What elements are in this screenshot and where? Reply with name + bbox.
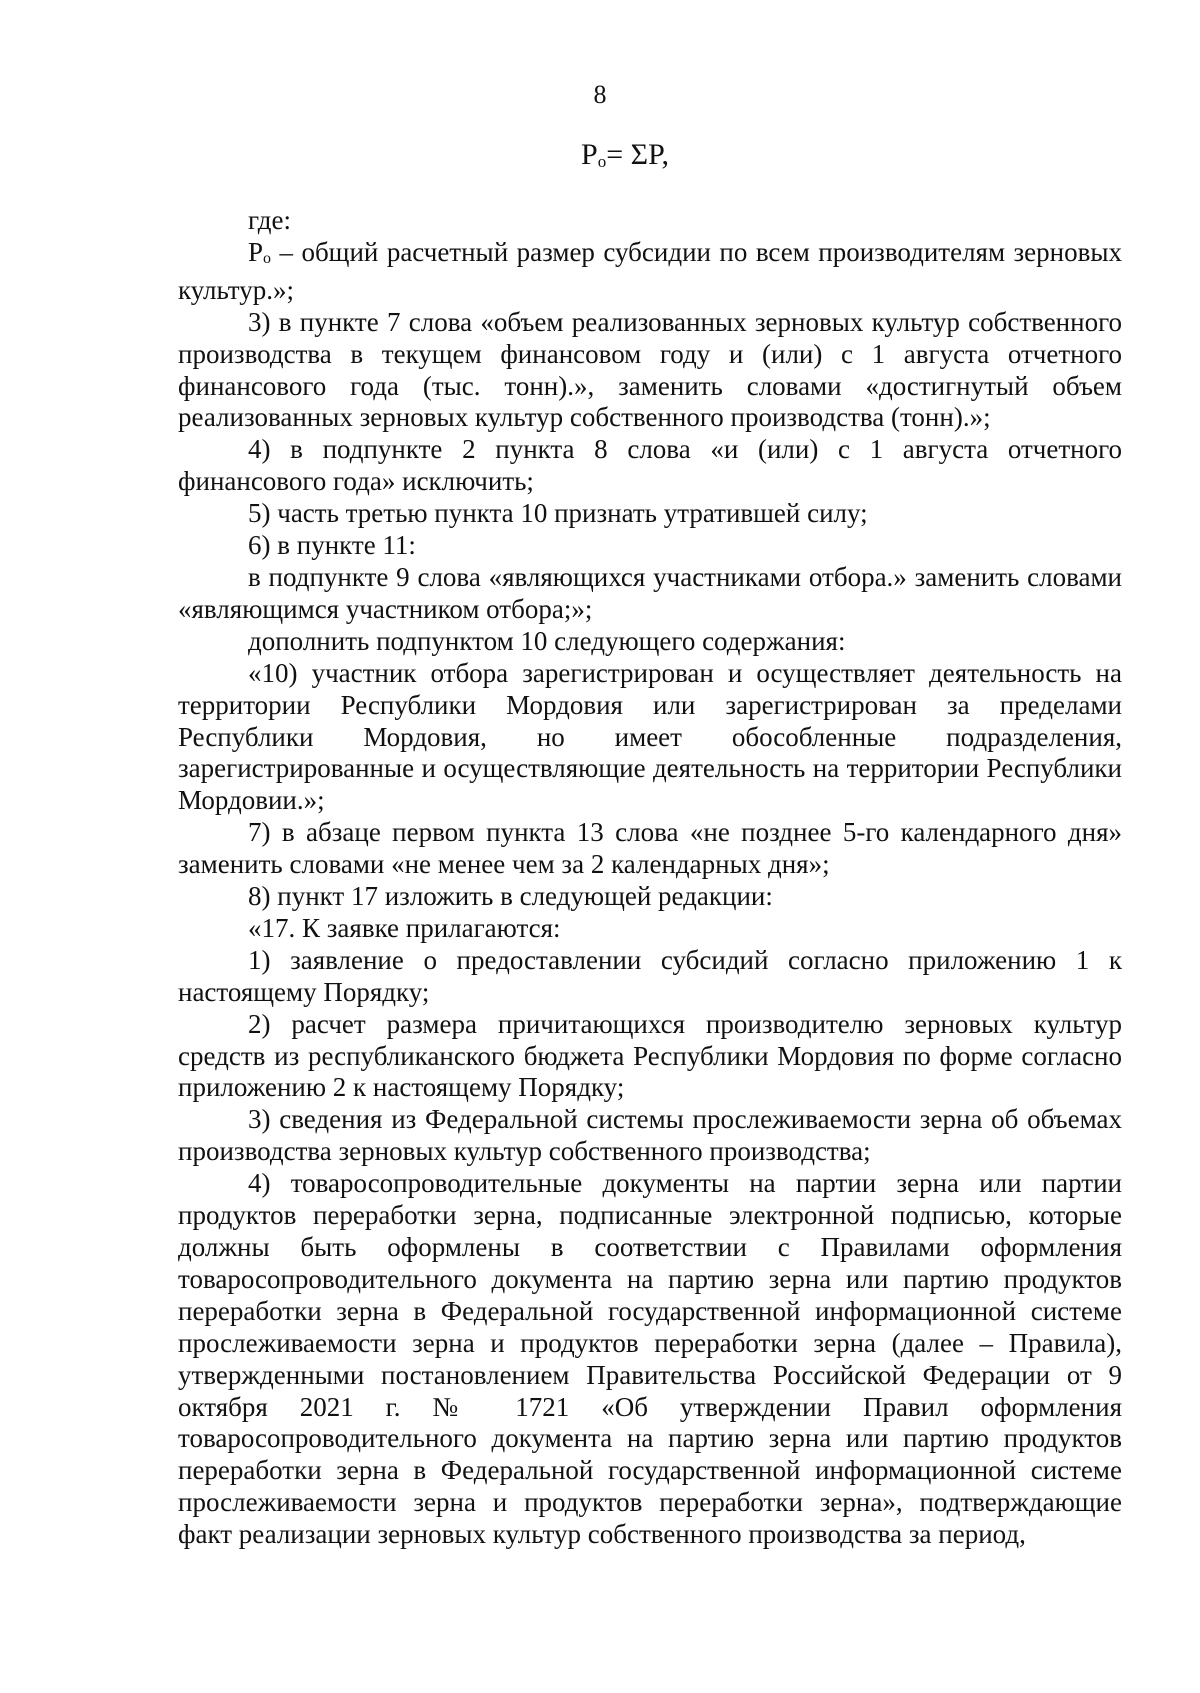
formula (0, 138, 1200, 172)
paragraph: 4) товаросопроводительные документы на партии зерна или партии продуктов переработки зерна, подписанные электронной подписью, которые должны быть оформлены в соответствии с Правилами оформления товаросопроводительного документа на партию зерна или партию продуктов переработки зерна в Федеральной государственной информационной системе прослеживаемости зерна и продуктов переработки зерна (далее – Правила), утвержденными постановлением Правительства Российской Федерации от 9 октября 2021 г. № 1721 «Об утверждении Правил оформления товаросопроводительного документа на партию зерна или партию продуктов переработки зерна в Федеральной государственной информационной системе прослеживаемости зерна и продуктов переработки зерна», подтверждающие факт реализации зерновых культур собственного производства за период, (178, 1168, 1122, 1550)
definition-symbol: P (248, 236, 264, 267)
formula-lhs: P (581, 138, 598, 171)
page-number: 8 (593, 80, 607, 109)
paragraph: 2) расчет размера причитающихся производителю зерновых культур средств из республиканского бюджета Республики Мордовия по форме согласно приложению 2 к настоящему Порядку; (178, 1008, 1122, 1103)
paragraph: «10) участник отбора зарегистрирован и осуществляет деятельность на территории Республики Мордовия или зарегистрирован за пределами Республики Мордовия, но имеет обособленные подразделения, зарегистрированные и осуществляющие деятельность на территории Республики Мордовии.»; (178, 657, 1122, 816)
paragraph: 7) в абзаце первом пункта 13 слова «не позднее 5-го календарного дня» заменить словами «не менее чем за 2 календарных дня»; (178, 817, 1122, 880)
paragraph: 3) сведения из Федеральной системы прослеживаемости зерна об объемах производства зерновых культур собственного производства; (178, 1104, 1122, 1167)
paragraph: 8) пункт 17 изложить в следующей редакции: (248, 881, 773, 912)
paragraph: 3) в пункте 7 слова «объем реализованных зерновых культур собственного производства в текущем финансовом году и (или) с 1 августа отчетного финансового года (тыс. тонн).», заменить словами «достигнутый объем реализованных зерновых культур собственного производства (тонн).»; (178, 306, 1122, 433)
formula-rhs: = ΣP, (606, 138, 669, 171)
paragraph: «17. К заявке прилагаются: (248, 912, 561, 943)
document-body (178, 205, 1122, 1551)
paragraph: 1) заявление о предоставлении субсидий согласно приложению 1 к настоящему Порядку; (178, 944, 1122, 1007)
paragraph: 5) часть третью пункта 10 признать утратившей силу; (248, 498, 868, 529)
definition-paragraph (178, 237, 1122, 307)
paragraph: 4) в подпункте 2 пункта 8 слова «и (или) с 1 августа отчетного финансового года» исключить; (178, 434, 1122, 497)
definition-subscript: o (263, 249, 272, 267)
paragraph: 6) в пункте 11: (248, 530, 416, 561)
formula-subscript: o (597, 152, 607, 171)
definition-text: – общий расчетный размер субсидии по всем производителям зерновых культур.»; (178, 236, 1122, 305)
where-label: где: (248, 205, 291, 235)
paragraph: дополнить подпунктом 10 следующего содержания: (248, 625, 846, 656)
paragraph: в подпункте 9 слова «являющихся участниками отбора.» заменить словами «являющимся участником отбора;»; (178, 561, 1122, 624)
